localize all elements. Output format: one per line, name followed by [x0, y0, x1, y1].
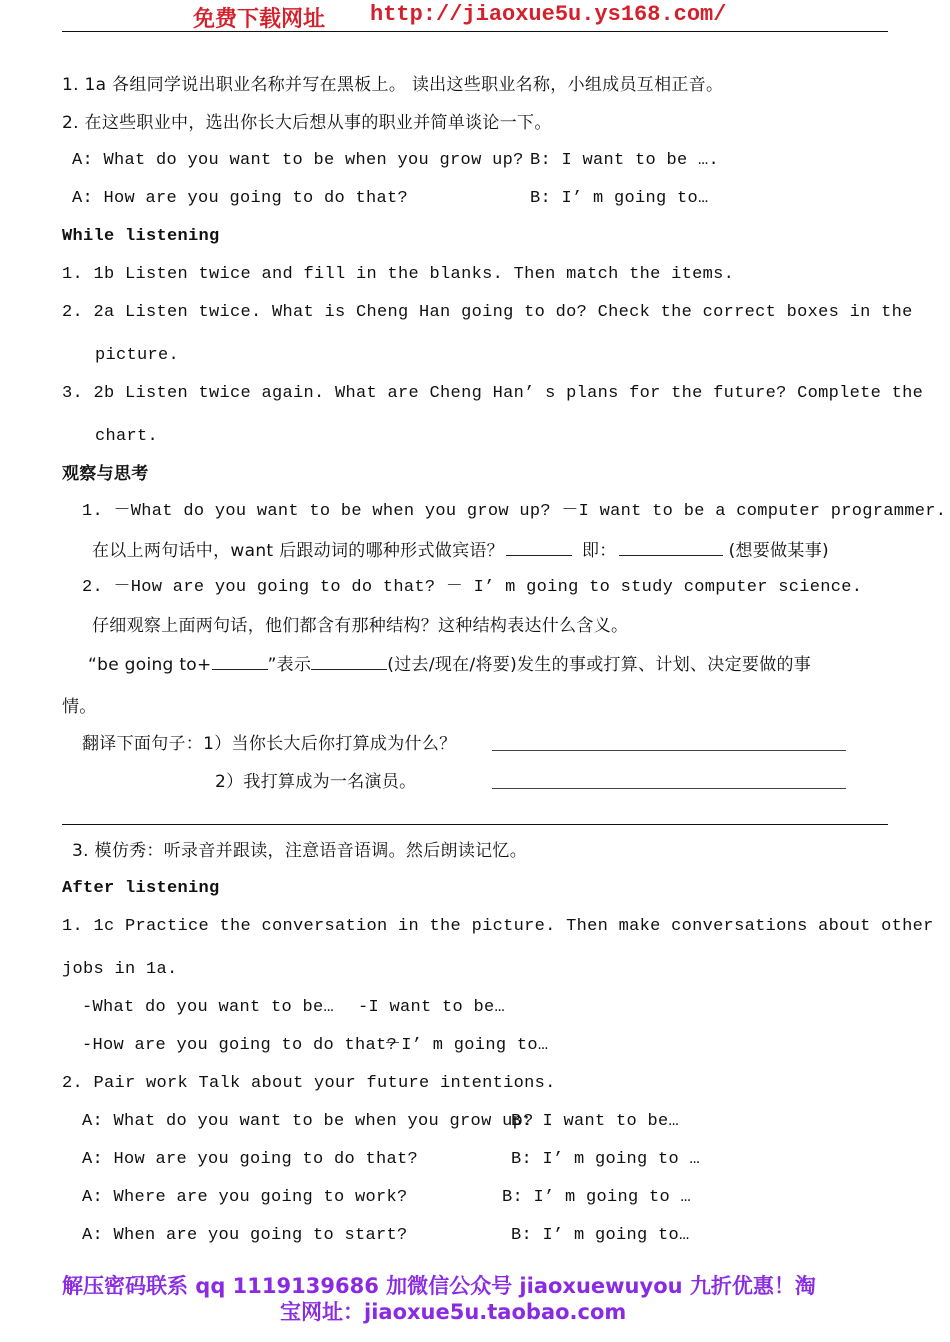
pair-dialog-4a: A: When are you going to start?	[82, 1226, 408, 1245]
after-dialog-2a: -How are you going to do that?	[82, 1036, 398, 1055]
while-item-3-cont: chart.	[95, 427, 159, 446]
while-item-1: 1. 1b Listen twice and fill in the blanks. Then match the items.	[62, 265, 735, 284]
pre-dialog-b2: B: I’ m going to…	[530, 189, 709, 208]
section-divider	[62, 824, 888, 825]
imitate-item: 3. 模仿秀：听录音并跟读，注意语音语调。然后朗读记忆。	[72, 841, 528, 861]
footer-contact-line: 解压密码联系 qq 1119139686 加微信公众号 jiaoxuewuyou 九折优惠！淘	[62, 1274, 816, 1298]
section-title-while-listening: While listening	[62, 227, 220, 246]
observe-q2: 2. －How are you going to do that? － I’ m going to study computer science.	[82, 578, 863, 597]
section-title-after-listening: After listening	[62, 879, 220, 898]
footer-shop-link[interactable]: 宝网址：jiaoxue5u.taobao.com	[280, 1300, 627, 1324]
header-url-link[interactable]: http://jiaoxue5u.ys168.com/	[370, 2, 727, 27]
pair-dialog-2a: A: How are you going to do that?	[82, 1150, 419, 1169]
pre-dialog-b1: B: I want to be ….	[530, 151, 720, 170]
pre-item-1: 1. 1a 各组同学说出职业名称并写在黑板上。 读出这些职业名称，小组成员互相正音。	[62, 75, 724, 95]
answer-blank-want-to-do[interactable]	[619, 539, 723, 556]
after-dialog-1b: -I want to be…	[358, 998, 506, 1017]
pair-dialog-1a: A: What do you want to be when you grow up?	[82, 1112, 534, 1131]
observe-q3-means: ”表示	[267, 655, 312, 675]
observe-q1-ie-label: 即：	[581, 541, 617, 561]
pair-dialog-3a: A: Where are you going to work?	[82, 1188, 408, 1207]
observe-q3-tail: 情。	[62, 697, 97, 717]
translate-item-1: 翻译下面句子：1）当你长大后你打算成为什么？	[82, 734, 457, 754]
after-dialog-1a: -What do you want to be…	[82, 998, 335, 1017]
header-site-label: 免费下载网址	[193, 7, 326, 32]
pre-item-2: 2. 在这些职业中，选出你长大后想从事的职业并简单谈论一下。	[62, 113, 552, 133]
while-item-2-cont: picture.	[95, 346, 180, 365]
header-divider	[62, 31, 888, 32]
observe-q3-structure	[88, 653, 811, 676]
answer-blank-structure[interactable]	[212, 653, 268, 670]
while-item-3: 3. 2b Listen twice again. What are Cheng Han’ s plans for the future? Complete the	[62, 384, 924, 403]
after-item-1-cont: jobs in 1a.	[62, 960, 178, 979]
after-item-2: 2. Pair work Talk about your future intentions.	[62, 1074, 556, 1093]
observe-q1: 1. －What do you want to be when you grow up? －I want to be a computer programmer.	[82, 502, 947, 521]
pre-dialog-a1: A: What do you want to be when you grow up?	[72, 151, 524, 170]
observe-q1-question	[92, 539, 829, 562]
observe-q2-question: 仔细观察上面两句话，他们都含有那种结构？这种结构表达什么含义。	[92, 616, 629, 636]
observe-q3-desc: (过去/现在/将要)发生的事或打算、计划、决定要做的事	[387, 655, 812, 675]
pair-dialog-3b: B: I’ m going to …	[502, 1188, 692, 1207]
pre-dialog-a2: A: How are you going to do that?	[72, 189, 409, 208]
answer-blank-verb-form[interactable]	[506, 539, 572, 556]
pair-dialog-2b: B: I’ m going to …	[511, 1150, 701, 1169]
while-item-2: 2. 2a Listen twice. What is Cheng Han going to do? Check the correct boxes in the	[62, 303, 913, 322]
observe-q1-hint: (想要做某事)	[728, 541, 829, 561]
observe-q3-lead: “be going to+	[88, 655, 212, 675]
after-dialog-2b: －I’ m going to…	[384, 1036, 549, 1055]
translate-answer-line-1[interactable]	[492, 750, 846, 751]
section-title-observe: 观察与思考	[62, 464, 149, 484]
after-item-1: 1. 1c Practice the conversation in the picture. Then make conversations about other	[62, 917, 934, 936]
translate-item-2: 2）我打算成为一名演员。	[215, 772, 417, 792]
pair-dialog-1b: B: I want to be…	[511, 1112, 680, 1131]
answer-blank-tense[interactable]	[311, 653, 387, 670]
pair-dialog-4b: B: I’ m going to…	[511, 1226, 690, 1245]
translate-answer-line-2[interactable]	[492, 788, 846, 789]
observe-q1-question-text: 在以上两句话中，want 后跟动词的哪种形式做宾语？	[92, 541, 504, 561]
